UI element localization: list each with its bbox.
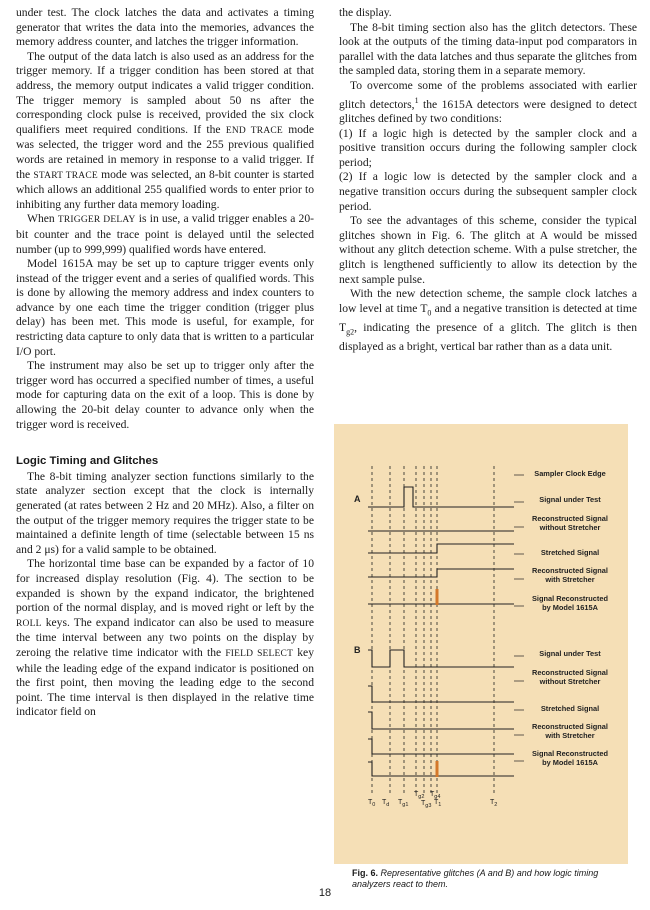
paragraph: When TRIGGER DELAY is in use, a valid trigger enables a 20-bit counter and the trace point is delayed until the selected number (up to 999,999) qualified words have entered.: [16, 212, 314, 256]
waveform-signal-under-test: [368, 650, 514, 667]
label-leaders: [514, 475, 524, 761]
paragraph: The instrument may also be set up to trigger only after the trigger word has occurred a specified number of times, a useful mode for capturing data on the exit of a loop. This is done by allowing the 20-bit delay counter to advance only when the trigger word is received.: [16, 359, 314, 431]
marker-a: A: [354, 494, 361, 504]
marker-b: B: [354, 645, 361, 655]
signal-label: Stretched Signal: [540, 704, 600, 713]
time-label: $T_d$: [382, 799, 390, 808]
time-labels: [368, 791, 497, 809]
time-label: $T_0$: [368, 799, 376, 808]
glitch-bar: [436, 589, 439, 605]
page-number: 18: [318, 887, 332, 899]
signal-label: Sampler Clock Edge: [534, 469, 606, 478]
paragraph: The output of the data latch is also used as an address for the trigger memory. If a trigger condition has been stored at that address, the memory output indicates a valid trigger condition. The trigger memory is sampled about 50 ns after the corresponding clock pulse is received, provided the six clock qualifiers meet required conditions. If the END TRACE mode was selected, the trigger word and the 255 previous qualified words are retained in memory in response to a valid trigger. If the START TRACE mode was selected, an 8-bit counter is started which allows an additional 255 qualified words to enter prior to inhibiting any further data memory loading.: [16, 49, 314, 211]
signal-label: Signal Reconstructed: [532, 749, 608, 758]
paragraph: under test. The clock latches the data and activates a timing generator that writes the data into the memories, advances the memory address counter, and latches the trigger information.: [16, 6, 314, 49]
paragraph: The horizontal time base can be expanded by a factor of 10 for increased display resolution (Fig. 4). The section to be expanded is shown by the expand indicator, the brightened portion of the normal display, and is moved right or left by the ROLL keys. The expand indicator can also be used to measure the time interval between any two points on the display by zeroing the relative time indicator with the FIELD SELECT key while the leading edge of the expand indicator is positioned on the first point, then moving the leading edge to the second point. The time interval is then displayed in the relative time indicator field on: [16, 557, 314, 719]
figure-caption: Fig. 6. Representative glitches (A and B) and how logic timing analyzers react to them.: [352, 868, 599, 889]
glitch-bar: [436, 761, 439, 777]
signal-label: Reconstructed Signal: [532, 668, 608, 677]
signal-label: Reconstructed Signal: [532, 514, 608, 523]
signal-label: without Stretcher: [539, 523, 601, 532]
time-label: $T_{g4}$: [430, 791, 441, 800]
signal-label: Signal Reconstructed: [532, 594, 608, 603]
condition-item: (1) If a logic high is detected by the sampler clock and a positive transition occurs during the following sampler clock period;: [339, 126, 637, 169]
right-column: [339, 6, 637, 354]
paragraph: To see the advantages of this scheme, consider the typical glitches shown in Fig. 6. The glitch at A would be missed without any glitch detection scheme. With a pulse stretcher, the glitch is lengthened sufficiently to allow its detection by the next sample pulse.: [339, 214, 637, 286]
signal-label: with Stretcher: [545, 731, 595, 740]
left-column: [16, 6, 314, 720]
signal-label: with Stretcher: [545, 575, 595, 584]
signal-label: by Model 1615A: [542, 758, 598, 767]
time-label: $T_{g1}$: [398, 799, 409, 808]
signal-labels: [532, 469, 608, 767]
time-label: $T_{g2}$: [414, 791, 425, 800]
signal-label: Stretched Signal: [540, 548, 600, 557]
section-heading: Logic Timing and Glitches: [16, 455, 159, 468]
signal-label: Signal under Test: [539, 649, 601, 658]
clock-lines: [372, 466, 494, 796]
waveform-reconstructed-with-stretcher: [368, 739, 514, 754]
condition-item: (2) If a logic low is detected by the sampler clock and a negative transition occurs during the subsequent sampler clock period.: [339, 170, 637, 213]
paragraph: With the new detection scheme, the sample clock latches a low level at time $T_0$ and a negative transition is detected at time $T_{g2}$, indicating the presence of a glitch. The glitch is then displayed as a bright, vertical bar rather than as a data unit.: [339, 287, 637, 353]
signal-label: Reconstructed Signal: [532, 566, 608, 575]
signal-label: Signal under Test: [539, 495, 601, 504]
paragraph: The 8-bit timing section also has the glitch detectors. These look at the outputs of the timing data-input pod comparators in parallel with the data latches and thus separate the glitches from the sampled data, storing them in a separate memory.: [339, 20, 637, 78]
time-label: $T_2$: [490, 799, 498, 808]
signal-label: Reconstructed Signal: [532, 722, 608, 731]
paragraph: The 8-bit timing analyzer section functions similarly to the state analyzer section except that the clock is internally generated (at rates between 2 Hz and 20 MHz). Also, a filter on the output of the trigger memory requires the trigger state to be maintained a definite length of time (selectable between 15 ns and 2 μs) for a valid sample to be obtained.: [16, 469, 314, 556]
signal-label: without Stretcher: [539, 677, 601, 686]
timing-diagram-figure: [334, 424, 628, 864]
paragraph: Model 1615A may be set up to capture trigger events only instead of the trigger event and a series of qualified words. This is done by allowing the memory address and index counters to advance by one each time the trigger condition (trigger plus delay) has been met. This mode is useful, for example, for restricting data capture to only data that is written to a particular I/O port.: [16, 257, 314, 358]
paragraph: the display.: [339, 6, 392, 19]
time-label: $T_1$: [434, 799, 442, 808]
timing-diagram: [334, 424, 628, 864]
signal-label: by Model 1615A: [542, 603, 598, 612]
paragraph: To overcome some of the problems associated with earlier glitch detectors,$^1$ the 1615A detectors were designed to detect glitches defined by two conditions:: [339, 78, 638, 126]
time-label: $T_{g3}$: [421, 800, 432, 809]
